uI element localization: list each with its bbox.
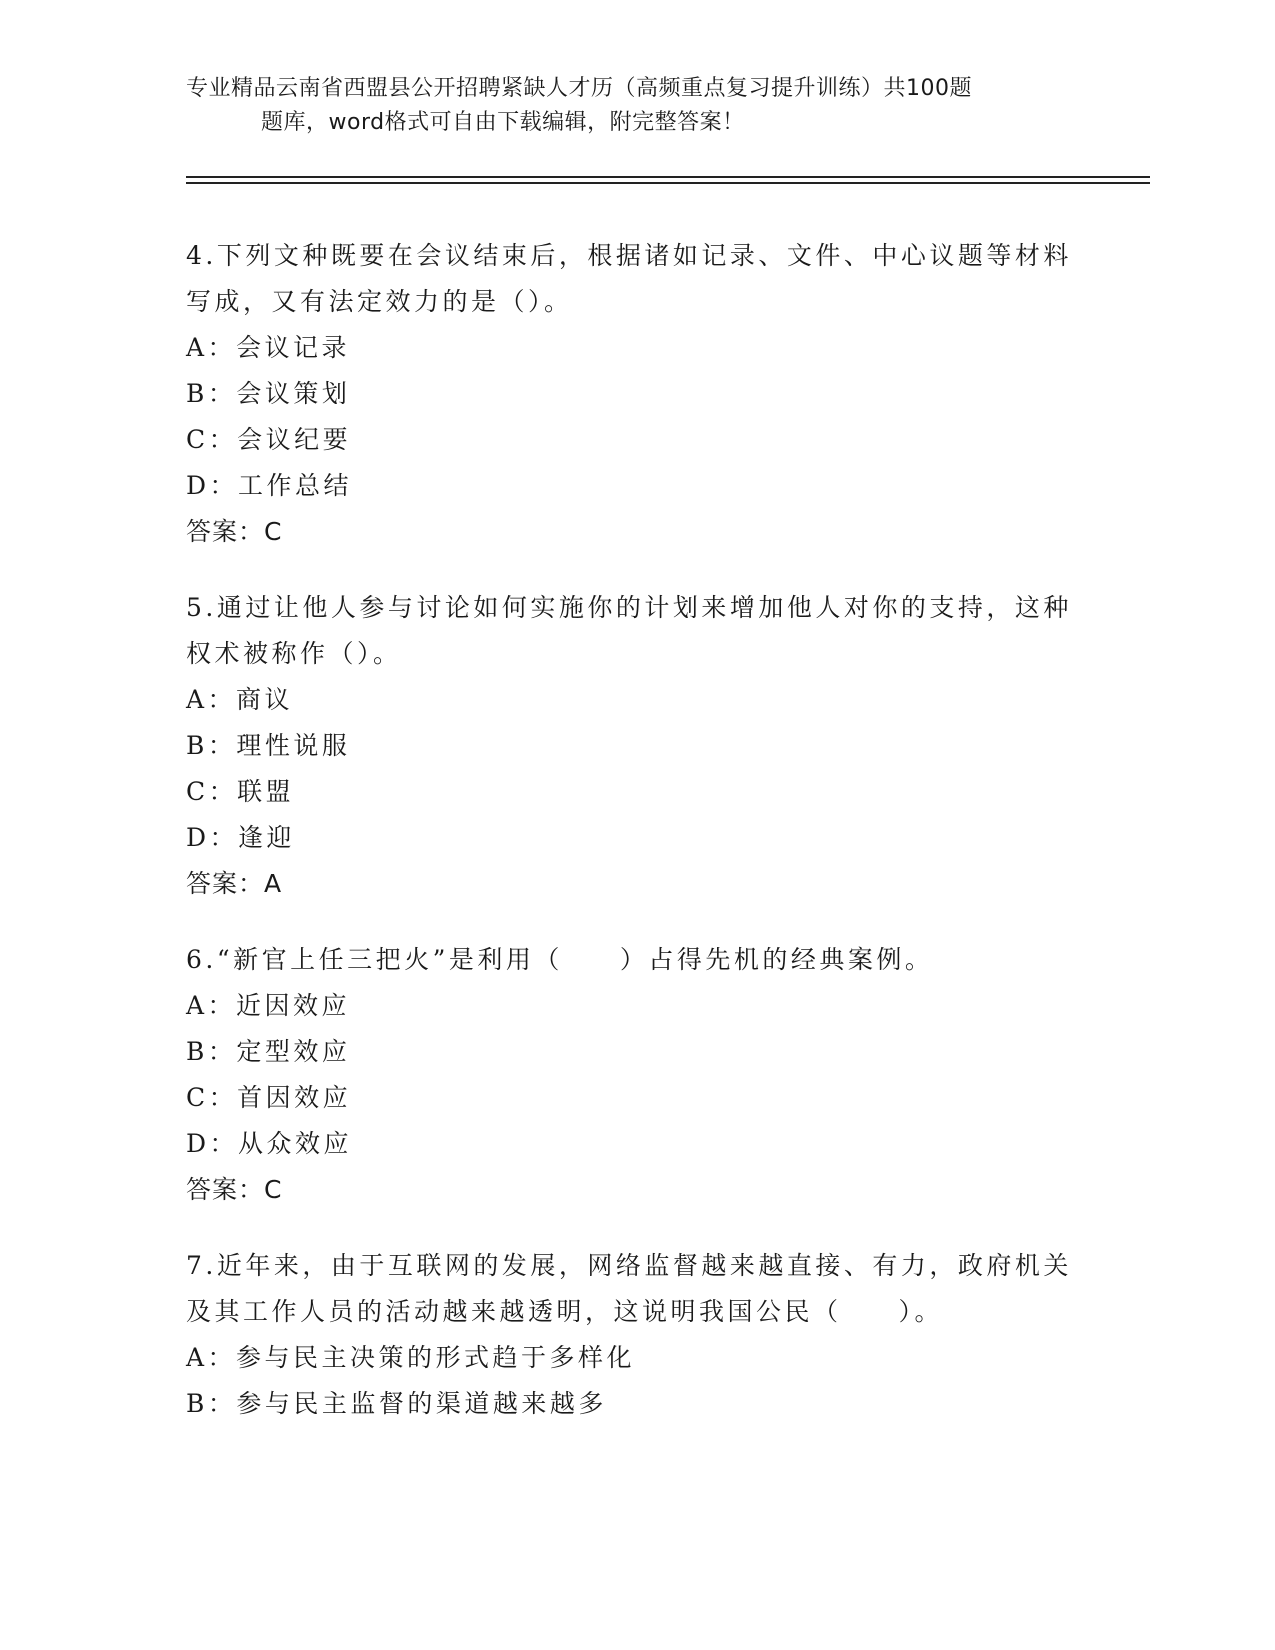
answer-text: 答案：A [186, 869, 283, 898]
question-list [186, 233, 1086, 1457]
option-c: C：联盟 [186, 777, 295, 806]
question-item [186, 585, 1086, 907]
question-text: 7.近年来，由于互联网的发展，网络监督越来越直接、有力，政府机关及其工作人员的活动越来越透明，这说明我国公民（ ）。 [186, 1251, 1072, 1326]
option-a: A：商议 [186, 685, 294, 714]
question-item [186, 233, 1086, 555]
question-text: 6.“新官上任三把火”是利用（ ）占得先机的经典案例。 [186, 945, 934, 974]
option-b: B：定型效应 [186, 1037, 351, 1066]
header-title-line1: 专业精品云南省西盟县公开招聘紧缺人才历（高频重点复习提升训练）共100题 [186, 76, 972, 101]
option-d: D：工作总结 [186, 471, 353, 500]
document-header [186, 72, 1066, 140]
option-c: C：首因效应 [186, 1083, 352, 1112]
option-b: B：参与民主监督的渠道越来越多 [186, 1389, 607, 1418]
question-item [186, 937, 1086, 1213]
option-b: B：理性说服 [186, 731, 351, 760]
answer-text: 答案：C [186, 517, 283, 546]
question-text: 4.下列文种既要在会议结束后，根据诸如记录、文件、中心议题等材料写成，又有法定效力的是（）。 [186, 241, 1072, 316]
option-b: B：会议策划 [186, 379, 351, 408]
header-title-line2: 题库，word格式可自由下载编辑，附完整答案！ [261, 110, 745, 135]
header-divider-top [186, 176, 1150, 178]
option-d: D：从众效应 [186, 1129, 353, 1158]
option-d: D：逢迎 [186, 823, 296, 852]
option-a: A：近因效应 [186, 991, 351, 1020]
question-text: 5.通过让他人参与讨论如何实施你的计划来增加他人对你的支持，这种权术被称作（）。 [186, 593, 1072, 668]
question-item [186, 1243, 1086, 1427]
header-divider-bottom [186, 182, 1150, 184]
option-a: A：参与民主决策的形式趋于多样化 [186, 1343, 636, 1372]
option-c: C：会议纪要 [186, 425, 352, 454]
option-a: A：会议记录 [186, 333, 351, 362]
answer-text: 答案：C [186, 1175, 283, 1204]
